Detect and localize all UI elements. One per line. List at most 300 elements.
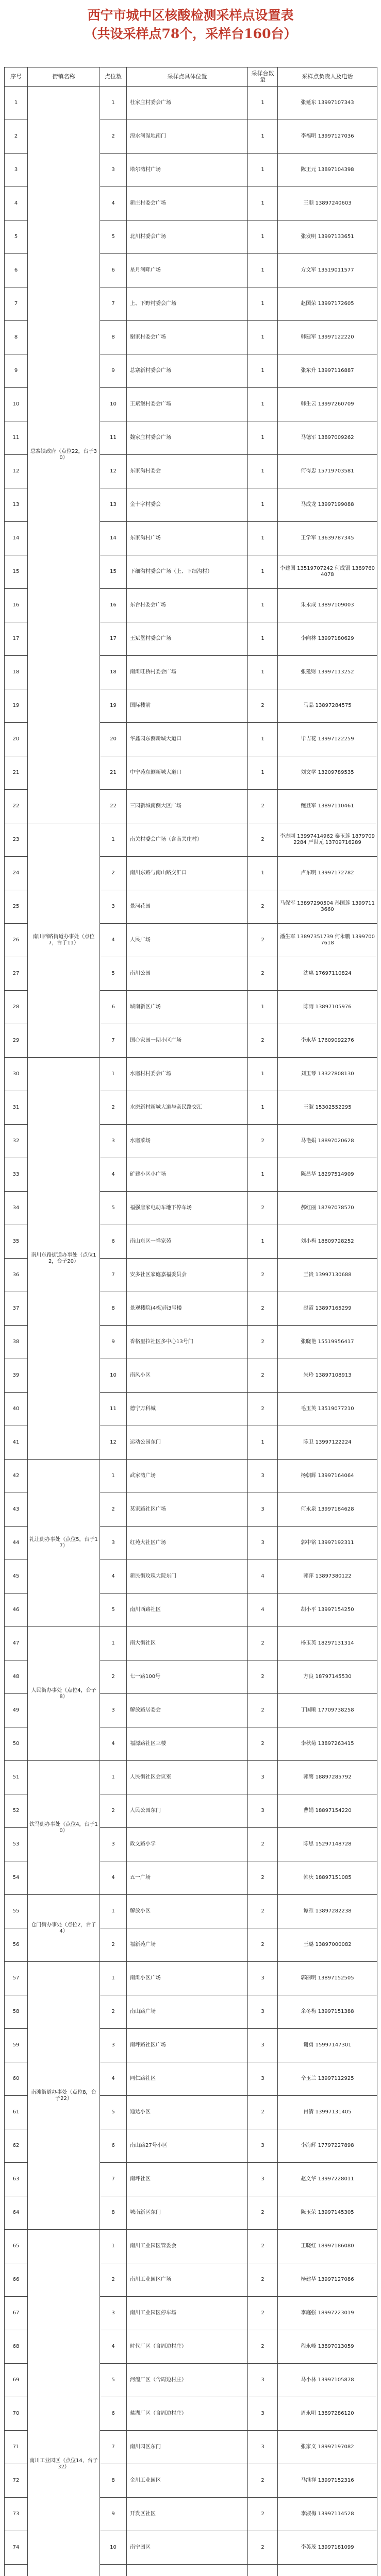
table-count: 1 [248,656,278,689]
header-contact: 采样点负责人及电话 [278,67,377,87]
row-number: 49 [5,1694,28,1727]
contact-person: 王晓红 18997186080 [278,2230,377,2263]
table-count: 1 [248,488,278,522]
table-count: 1 [248,1058,278,1091]
header-no: 序号 [5,67,28,87]
table-count: 2 [248,2196,278,2230]
point-number: 10 [100,388,127,421]
point-number: 12 [100,455,127,488]
site-location: 水磨村村委会广场 [127,1058,248,1091]
point-number: 6 [100,1225,127,1259]
point-number: 4 [100,1158,127,1192]
district-name: 南川西路街道办事处（点位7，台子11） [28,823,100,1058]
site-location: 五一广场 [127,1861,248,1895]
table-count: 3 [248,1761,278,1794]
point-number: 7 [100,1259,127,1292]
row-number: 12 [5,455,28,488]
table-count: 2 [248,2330,278,2364]
row-number: 61 [5,2096,28,2129]
row-number: 68 [5,2330,28,2364]
point-number: 3 [100,2029,127,2062]
contact-person: 李庭强 18997223019 [278,2297,377,2330]
point-number: 4 [100,2330,127,2364]
table-count: 2 [248,1928,278,1962]
row-number: 28 [5,991,28,1024]
site-location: 金川工业园区 [127,2464,248,2498]
row-number: 30 [5,1058,28,1091]
point-number: 3 [100,2297,127,2330]
point-number: 3 [100,1125,127,1158]
contact-person: 谢勇 15997147301 [278,2029,377,2062]
row-number: 54 [5,1861,28,1895]
contact-person: 马保军 13897290504 孙国莲 13997113660 [278,890,377,924]
contact-person: 陈正元 13897104398 [278,154,377,187]
site-location: 王斌堡村委会广场 [127,622,248,656]
contact-person: 李秋菊 13897263415 [278,1727,377,1761]
table-row [5,1460,377,1493]
table-count: 2 [248,1359,278,1393]
point-number: 5 [100,2096,127,2129]
contact-person: 李英茂 13997181099 [278,2531,377,2565]
district-name: 人民街办事处（点位4，台子8） [28,1627,100,1761]
table-count: 2 [248,2096,278,2129]
site-location: 水磨新村新城大道与亲民路交汇 [127,1091,248,1125]
table-count: 1 [248,421,278,455]
contact-person: 马成龙 13997199088 [278,488,377,522]
row-number: 31 [5,1091,28,1125]
row-number: 5 [5,221,28,254]
site-location: 南山路27号小区 [127,2129,248,2163]
contact-person: 鲍登军 13897110461 [278,790,377,823]
point-number: 1 [100,1627,127,1660]
site-location: 南滩小区广场 [127,1962,248,1995]
contact-person: 杨建华 13997127086 [278,2263,377,2297]
row-number: 34 [5,1192,28,1225]
site-location: 南川东路与南山路交汇口 [127,857,248,890]
row-number: 16 [5,589,28,622]
contact-person: 郭丽明 13897152505 [278,1962,377,1995]
contact-person: 郭鹰 18897285792 [278,1761,377,1794]
site-location: 新庄村委会广场 [127,187,248,221]
district-name: 南滩街道办事处（点位8，台子22） [28,1962,100,2230]
row-number: 32 [5,1125,28,1158]
table-count: 4 [248,1560,278,1594]
table-count [248,2565,278,2576]
site-location: 南川公园 [127,957,248,991]
table-count: 1 [248,1158,278,1192]
point-number: 7 [100,2431,127,2464]
table-count: 3 [248,2029,278,2062]
site-location: 河湟厂区（含周边村庄） [127,2364,248,2397]
site-location: 莫家路社区广场 [127,1493,248,1527]
row-number: 53 [5,1828,28,1861]
point-number: 13 [100,488,127,522]
row-number: 37 [5,1292,28,1326]
point-number: 4 [100,1727,127,1761]
table-count: 2 [248,2263,278,2297]
site-location: 景河花园 [127,890,248,924]
row-number: 10 [5,388,28,421]
contact-person: 李志刚 13997414962 秦玉莲 18797092284 严世元 13709716289 [278,823,377,857]
table-count: 1 [248,622,278,656]
table-count: 2 [248,1727,278,1761]
table-count: 2 [248,2464,278,2498]
row-number: 9 [5,354,28,388]
table-count: 3 [248,1995,278,2029]
row-number: 52 [5,1794,28,1828]
site-location: 东台村委会广场 [127,589,248,622]
point-number: 2 [100,1928,127,1962]
table-count: 2 [248,1292,278,1326]
table-count: 2 [248,1259,278,1292]
row-number: 35 [5,1225,28,1259]
contact-person: 张发明 13997133651 [278,221,377,254]
row-number: 46 [5,1594,28,1627]
row-number: 63 [5,2163,28,2196]
row-number: 70 [5,2397,28,2431]
contact-person: 杨玉英 18297131314 [278,1627,377,1660]
point-number: 20 [100,723,127,756]
contact-person: 辛玉兰 13997112925 [278,2062,377,2096]
contact-person: 马德军 13897009262 [278,421,377,455]
district-name: 仓门街办事处（点位2，台子4） [28,1895,100,1962]
contact-person: 刘文学 13209789535 [278,756,377,790]
row-number: 71 [5,2431,28,2464]
table-count: 2 [248,1660,278,1694]
point-number: 4 [100,1861,127,1895]
table-count: 2 [248,2498,278,2531]
point-number: 6 [100,254,127,287]
contact-person: 程永峰 13897013059 [278,2330,377,2364]
row-number: 13 [5,488,28,522]
point-number: 10 [100,1359,127,1393]
site-location: 福强唐家电动车地下停车场 [127,1192,248,1225]
site-location: 同仁路社区 [127,2062,248,2096]
point-number: 1 [100,1761,127,1794]
contact-person: 陈昌华 18297514909 [278,1158,377,1192]
site-location: 北川村委会广场 [127,221,248,254]
row-number: 21 [5,756,28,790]
table-count: 1 [248,221,278,254]
contact-person: 王顺 13897240603 [278,187,377,221]
row-number: 62 [5,2129,28,2163]
table-count: 1 [248,1225,278,1259]
contact-person: 张延财 13997113252 [278,656,377,689]
table-count: 1 [248,522,278,555]
site-location: 东家沟村委会 [127,455,248,488]
point-number: 2 [100,1995,127,2029]
row-number: 3 [5,154,28,187]
sampling-table-wrapper [4,67,377,2576]
site-location: 福新苑广场 [127,1928,248,1962]
header-site: 采样点具体位置 [127,67,248,87]
site-location: 下细沟村委会广场（上、下细沟村） [127,555,248,589]
contact-person: 赵霞 13897165299 [278,1292,377,1326]
contact-person: 赵国荣 13997172605 [278,287,377,321]
row-number: 74 [5,2531,28,2565]
row-number: 41 [5,1426,28,1460]
site-location: 南宁园区 [127,2531,248,2565]
contact-person: 余冬梅 13997151388 [278,1995,377,2029]
table-count: 3 [248,2364,278,2397]
contact-person: 郭萍 13897380122 [278,1560,377,1594]
title-line-2: （共设采样点78个，采样台160台） [84,26,297,41]
row-number: 22 [5,790,28,823]
site-location: 东家沟村广场 [127,522,248,555]
table-count: 3 [248,2062,278,2096]
sampling-table [4,67,377,2576]
point-number: 7 [100,1024,127,1058]
table-count: 1 [248,321,278,354]
table-row [5,2230,377,2263]
table-count: 2 [248,1895,278,1928]
row-number: 4 [5,187,28,221]
table-count: 1 [248,120,278,154]
site-location: 南川西路社区 [127,1594,248,1627]
site-location: 杜家庄村委会广场 [127,87,248,120]
contact-person: 王贵 13997130688 [278,1259,377,1292]
row-number: 73 [5,2498,28,2531]
contact-person: 王璐 13897000082 [278,1928,377,1962]
row-number: 29 [5,1024,28,1058]
site-location: 武家湾广场 [127,1460,248,1493]
row-number: 72 [5,2464,28,2498]
table-count: 3 [248,1962,278,1995]
site-location: 香格里拉社区多中心13号门 [127,1326,248,1359]
point-number: 8 [100,2196,127,2230]
site-location [127,2565,248,2576]
point-number: 1 [100,87,127,120]
contact-person: 李海辉 17797227898 [278,2129,377,2163]
point-number: 16 [100,589,127,622]
row-number: 56 [5,1928,28,1962]
site-location: 矿建小区小广场 [127,1158,248,1192]
point-number: 1 [100,823,127,857]
point-number: 5 [100,221,127,254]
site-location: 王斌堡村委会广场 [127,388,248,421]
site-location: 华鑫园东侧新城大道口 [127,723,248,756]
site-location: 景观楼院(4栋)南3号楼 [127,1292,248,1326]
row-number: 18 [5,656,28,689]
contact-person: 毕吉花 13997122259 [278,723,377,756]
row-number: 11 [5,421,28,455]
contact-person: 韩庆 18897151085 [278,1861,377,1895]
contact-person: 李淑梅 13997114528 [278,2498,377,2531]
table-count: 2 [248,1024,278,1058]
site-location: 新民街玫瑰大院东门 [127,1560,248,1594]
site-location: 湟水河湿地南门 [127,120,248,154]
row-number: 36 [5,1259,28,1292]
contact-person: 沈惠 17697110824 [278,957,377,991]
contact-person: 周永明 13897286120 [278,2397,377,2431]
site-location: 德宁万科城 [127,1393,248,1426]
point-number: 3 [100,890,127,924]
table-count: 2 [248,924,278,957]
point-number: 1 [100,1460,127,1493]
point-number: 14 [100,522,127,555]
table-count: 1 [248,154,278,187]
point-number: 7 [100,287,127,321]
site-location: 魏家庄村委会广场 [127,421,248,455]
table-count: 1 [248,756,278,790]
point-number: 1 [100,1962,127,1995]
table-count: 2 [248,890,278,924]
site-location: 金十字村委会 [127,488,248,522]
table-count: 1 [248,87,278,120]
contact-person: 陈思 15297148728 [278,1828,377,1861]
site-location: 解放小区 [127,1895,248,1928]
site-location: 解放路居委会 [127,1694,248,1727]
page-title [0,6,381,43]
point-number: 19 [100,689,127,723]
row-number: 15 [5,555,28,589]
point-number: 2 [100,1660,127,1694]
table-row [5,823,377,857]
site-location: 国心家园一期小区广场 [127,1024,248,1058]
district-name: 饮马街办事处（点位4，台子10） [28,1761,100,1895]
point-number: 4 [100,924,127,957]
contact-person: 方文军 13519011577 [278,254,377,287]
contact-person: 韩生云 13997260709 [278,388,377,421]
site-location: 中宁苑东侧新城大道口 [127,756,248,790]
contact-person: 何永泉 13997184628 [278,1493,377,1527]
row-number: 64 [5,2196,28,2230]
table-count: 2 [248,1393,278,1426]
point-number: 11 [100,421,127,455]
table-count: 1 [248,455,278,488]
site-location: 南川工业园区管委会 [127,2230,248,2263]
table-count: 3 [248,1460,278,1493]
point-number: 5 [100,1192,127,1225]
site-location: 政文路小学 [127,1828,248,1861]
point-number: 17 [100,622,127,656]
contact-person: 王淑 15302552295 [278,1091,377,1125]
contact-person [278,2565,377,2576]
contact-person: 毛玉英 13519077210 [278,1393,377,1426]
point-number: 3 [100,1828,127,1861]
contact-person: 郝红丽 18797078570 [278,1192,377,1225]
row-number: 27 [5,957,28,991]
site-location: 南坪路社区广场 [127,2029,248,2062]
point-number: 5 [100,1594,127,1627]
contact-person: 赵文华 13997228011 [278,2163,377,2196]
contact-person: 陈卫 13997122224 [278,1426,377,1460]
table-row [5,1962,377,1995]
district-name: 总寨镇政府（点位22，台子30） [28,87,100,823]
site-location: 人民广场 [127,924,248,957]
contact-person: 张延东 13997107343 [278,87,377,120]
row-number: 43 [5,1493,28,1527]
point-number: 11 [100,1393,127,1426]
table-count: 1 [248,254,278,287]
contact-person: 陈玉荣 13997145305 [278,2196,377,2230]
row-number: 48 [5,1660,28,1694]
site-location: 人民街社区会议室 [127,1761,248,1794]
header-table-count: 采样台数量 [248,67,278,87]
contact-person: 李向林 13997180629 [278,622,377,656]
site-location: 福源路社区三楼 [127,1727,248,1761]
row-number: 59 [5,2029,28,2062]
table-count: 4 [248,1594,278,1627]
row-number: 42 [5,1460,28,1493]
contact-person: 刘玉琴 13327808130 [278,1058,377,1091]
row-number: 45 [5,1560,28,1594]
row-number: 24 [5,857,28,890]
table-count: 1 [248,589,278,622]
contact-person: 丁国顺 17709738258 [278,1694,377,1727]
contact-person: 张晓艳 15519956417 [278,1326,377,1359]
point-number: 9 [100,1326,127,1359]
contact-person: 马继祥 13997152316 [278,2464,377,2498]
point-number: 1 [100,1058,127,1091]
contact-person: 王学军 13639787345 [278,522,377,555]
row-number: 26 [5,924,28,957]
site-location: 星月河畔广场 [127,254,248,287]
district-name: 南川东路街道办事处（点位12，台子20） [28,1058,100,1460]
header-district: 街镇名称 [28,67,100,87]
point-number: 3 [100,1527,127,1560]
site-location: 城南新区东门 [127,2196,248,2230]
table-count: 1 [248,991,278,1024]
table-count: 2 [248,1828,278,1861]
site-location: 南川园区东门 [127,2431,248,2464]
row-number: 44 [5,1527,28,1560]
point-number: 5 [100,2364,127,2397]
site-location: 南山东区一祥家苑 [127,1225,248,1259]
table-count: 2 [248,2230,278,2263]
row-number: 14 [5,522,28,555]
point-number: 4 [100,187,127,221]
table-row [5,1761,377,1794]
point-number: 12 [100,1426,127,1460]
table-count: 1 [248,187,278,221]
table-count: 2 [248,689,278,723]
site-location: 上、下野村委会广场 [127,287,248,321]
point-number: 6 [100,2397,127,2431]
site-location: 时代厂区（含周边村庄） [127,2330,248,2364]
contact-person: 李福明 13997127036 [278,120,377,154]
site-location: 南风小区 [127,1359,248,1393]
site-location: 谢家村委会广场 [127,321,248,354]
site-location: 城南新区广场 [127,991,248,1024]
district-name: 南川工业园区（点位14，台子32） [28,2230,100,2576]
site-location: 南川工业园区广场 [127,2263,248,2297]
contact-person: 曹娟 18897154220 [278,1794,377,1828]
point-number: 2 [100,857,127,890]
site-location: 南坪社区 [127,2163,248,2196]
row-number: 65 [5,2230,28,2263]
contact-person: 张家义 18997197082 [278,2431,377,2464]
point-number: 21 [100,756,127,790]
row-number: 20 [5,723,28,756]
point-number: 2 [100,2263,127,2297]
row-number: 60 [5,2062,28,2096]
point-number: 8 [100,2464,127,2498]
title-line-1: 西宁市城中区核酸检测采样点设置表 [87,8,294,23]
point-number: 3 [100,154,127,187]
table-count: 1 [248,287,278,321]
table-count: 2 [248,1627,278,1660]
contact-person: 胡小平 13997154250 [278,1594,377,1627]
district-name: 礼让街办事处（点位5，台子17） [28,1460,100,1627]
site-location: 七一路100号 [127,1660,248,1694]
site-location: 塔尔湾村广场 [127,154,248,187]
contact-person: 卢东明 13997172782 [278,857,377,890]
point-number: 2 [100,1091,127,1125]
point-number: 5 [100,957,127,991]
row-number: 57 [5,1962,28,1995]
point-number: 2 [100,120,127,154]
